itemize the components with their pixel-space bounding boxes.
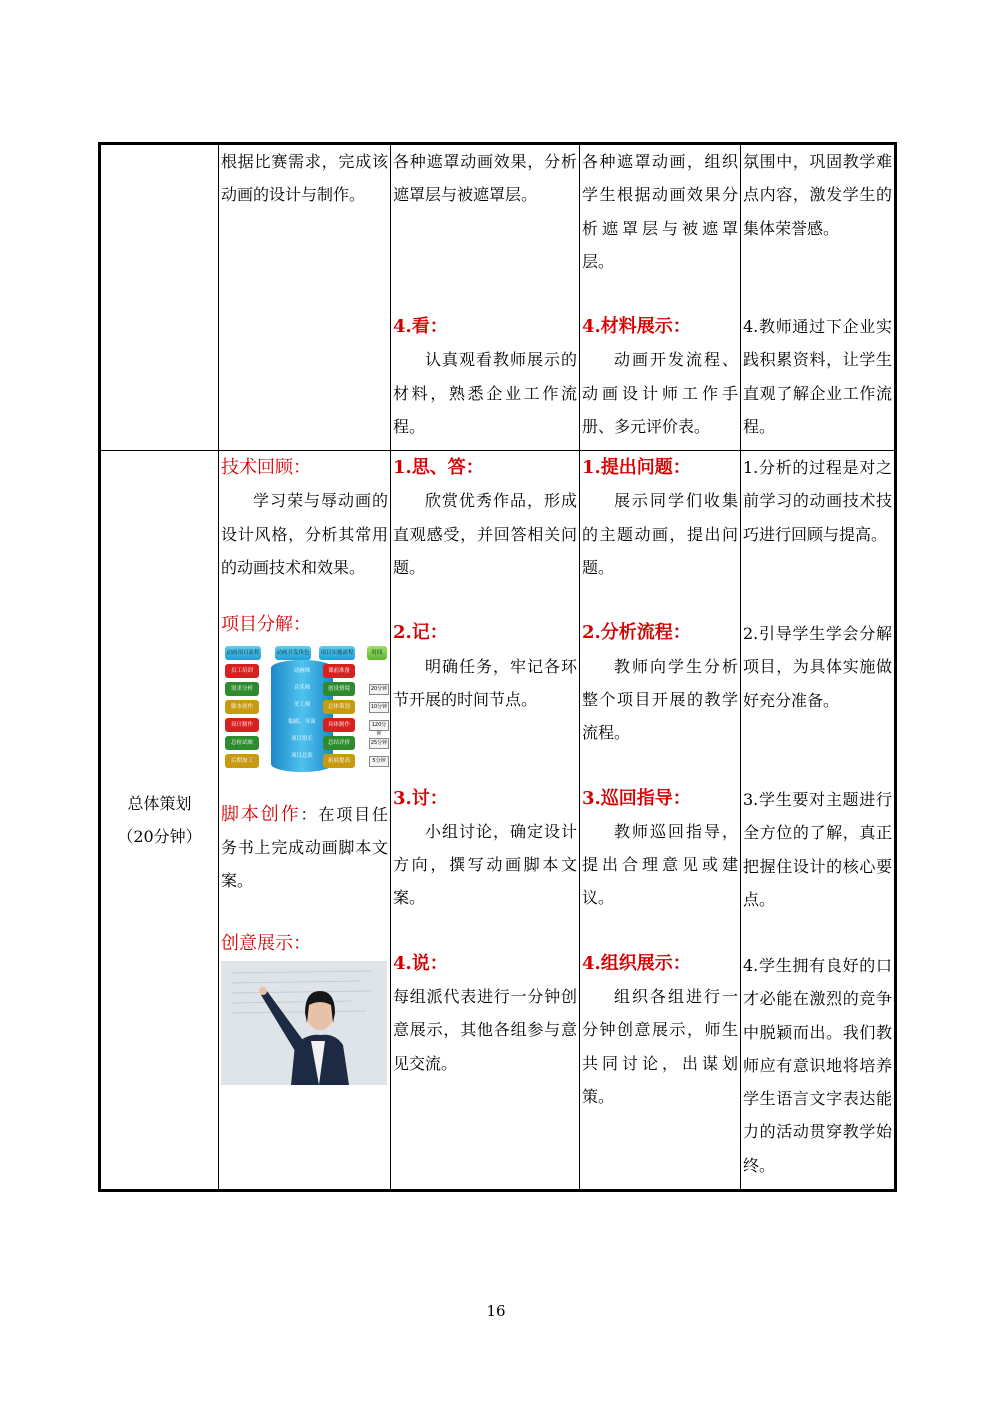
- stage-name: 总体策划: [127, 793, 192, 813]
- design-intent-text: 氛围中，巩固教学难点内容，激发学生的集体荣誉感。: [743, 152, 892, 238]
- design-intent-cell: [741, 144, 896, 451]
- diagram-step: 总检试映: [225, 736, 259, 750]
- table-row: [100, 451, 896, 1191]
- diagram-header: 动画开发角色: [275, 646, 311, 660]
- student-activity-title: 3.讨：: [393, 787, 448, 809]
- diagram-time: 10分钟: [369, 702, 389, 713]
- diagram-role: 编剧、导演: [288, 718, 316, 725]
- student-activity-title: 4.看：: [393, 316, 448, 337]
- project-breakdown-diagram: [223, 646, 387, 774]
- diagram-step: 设计制作: [225, 718, 259, 732]
- student-activity-text: 明确任务，牢记各环节开展的时间节点。: [393, 656, 577, 709]
- diagram-step: 具体制作: [323, 718, 355, 732]
- diagram-step: 脚本创作: [225, 700, 259, 714]
- content-cell: [219, 144, 391, 451]
- content-cell: [219, 451, 391, 1191]
- student-photo-illustration: [221, 961, 387, 1085]
- student-activity-text: 每组派代表进行一分钟创意展示，其他各组参与意见交流。: [393, 987, 577, 1073]
- diagram-header: 时间: [367, 646, 387, 660]
- student-activity-title: 2.记：: [393, 622, 448, 644]
- teacher-activity-cell: [580, 144, 741, 451]
- section-title: 项目分解：: [221, 614, 311, 636]
- student-activity-title: 4.说：: [393, 952, 448, 974]
- section-text-inline: ：在项目任务书上完成动画脚本文案。: [221, 804, 388, 891]
- diagram-step: 后期加工: [225, 754, 259, 768]
- teacher-activity-text: 展示同学们收集的主题动画，提出问题。: [582, 491, 738, 577]
- diagram-role: 动画师: [293, 667, 311, 674]
- page-number: 16: [486, 1302, 506, 1320]
- diagram-step: 员工培训: [225, 664, 259, 678]
- section-title: 技术回顾：: [221, 457, 311, 478]
- student-activity-text: 各种遮罩动画效果，分析遮罩层与被遮罩层。: [393, 152, 577, 205]
- diagram-step: 创设情境: [323, 682, 355, 696]
- stage-cell-empty: [100, 144, 219, 451]
- teacher-activity-cell: [580, 451, 741, 1191]
- diagram-step: 总体策划: [323, 700, 355, 714]
- section-title: 创意展示：: [221, 933, 311, 955]
- teacher-activity-title: 3.巡回指导：: [582, 787, 691, 809]
- diagram-header: 动画项目流程: [225, 646, 261, 660]
- diagram-time: 25分钟: [369, 738, 389, 749]
- teacher-activity-text: 组织各组进行一分钟创意展示，师生共同讨论，出谋划策。: [582, 987, 738, 1107]
- diagram-time: 5分钟: [369, 756, 389, 767]
- student-presentation-photo: [221, 961, 387, 1085]
- diagram-role: 项目组长: [290, 735, 313, 742]
- teacher-activity-title: 4.组织展示：: [582, 952, 691, 974]
- diagram-time: 120分钟: [369, 720, 389, 731]
- design-intent-cell: [741, 451, 896, 1191]
- teacher-activity-title: 4.材料展示：: [582, 316, 691, 337]
- design-intent-text: 3.学生要对主题进行全方位的了解，真正把握住设计的核心要点。: [743, 790, 892, 909]
- student-activity-text: 认真观看教师展示的材料，熟悉企业工作流程。: [393, 350, 577, 436]
- diagram-role: 项目总监: [290, 752, 313, 759]
- design-intent-text: 4.学生拥有良好的口才必能在激烈的竞争中脱颖而出。我们教师应有意识地将培养学生语言文字表达能力的活动贯穿教学始终。: [743, 956, 892, 1175]
- design-intent-text: 2.引导学生学会分解项目，为具体实施做好充分准备。: [743, 624, 892, 710]
- content-text: 根据比赛需求，完成该动画的设计与制作。: [221, 152, 388, 205]
- student-activity-title: 1.思、答：: [393, 457, 484, 478]
- table-row: [100, 144, 896, 451]
- diagram-role: 音乐师: [293, 684, 311, 691]
- student-activity-cell: [391, 451, 580, 1191]
- diagram-step: 拓展提高: [323, 754, 355, 768]
- teacher-activity-text: 教师巡回指导，提出合理意见或建议。: [582, 821, 738, 908]
- design-intent-text: 1.分析的过程是对之前学习的动画技术技巧进行回顾与提高。: [743, 458, 892, 544]
- diagram-step: 课前准备: [323, 664, 355, 678]
- diagram-role: 美工师: [293, 701, 311, 708]
- lesson-plan-table: [98, 142, 897, 1192]
- teacher-activity-text: 动画开发流程、动画设计师工作手册、多元评价表。: [582, 350, 738, 436]
- student-activity-text: 小组讨论，确定设计方向，撰写动画脚本文案。: [393, 821, 577, 908]
- teacher-activity-text: 各种遮罩动画，组织学生根据动画效果分析遮罩层与被遮罩层。: [582, 152, 738, 271]
- section-text: [221, 798, 388, 898]
- design-intent-text: 4.教师通过下企业实践积累资料，让学生直观了解企业工作流程。: [743, 317, 892, 436]
- diagram-header: 项目实施流程: [319, 646, 355, 660]
- student-activity-text: 欣赏优秀作品，形成直观感受，并回答相关问题。: [393, 491, 577, 577]
- diagram-time: 20分钟: [369, 684, 389, 695]
- section-text: 学习荣与辱动画的设计风格，分析其常用的动画技术和效果。: [221, 491, 388, 577]
- teacher-activity-title: 1.提出问题：: [582, 457, 691, 478]
- diagram-step: 总结评价: [323, 736, 355, 750]
- teacher-activity-text: 教师向学生分析整个项目开展的教学流程。: [582, 656, 738, 743]
- section-title: 脚本创作: [221, 803, 301, 825]
- student-activity-cell: [391, 144, 580, 451]
- diagram-step: 需求分析: [225, 682, 259, 696]
- teacher-activity-title: 2.分析流程：: [582, 622, 691, 644]
- stage-duration: （20分钟）: [117, 827, 202, 846]
- stage-cell: [100, 451, 219, 1191]
